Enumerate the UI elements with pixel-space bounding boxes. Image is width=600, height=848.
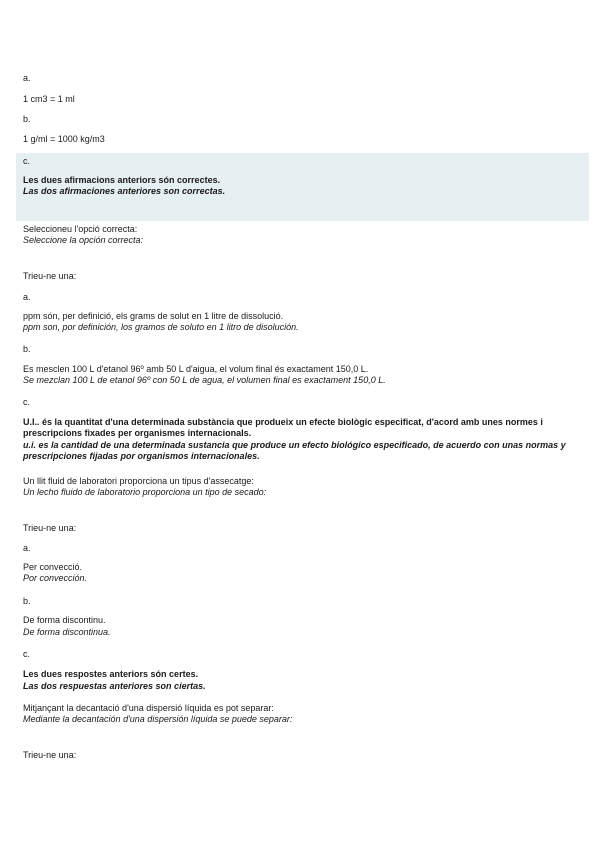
q3-option-a-ca[interactable]: Per convecció.: [23, 562, 83, 572]
q2-option-b-es[interactable]: Se mezclan 100 L de etanol 96º con 50 L de agua, el volumen final es exactament 150,0 L.: [23, 375, 386, 385]
q3-option-c-ca[interactable]: Les dues respostes anteriors són certes.: [23, 669, 199, 679]
q2-option-c-es[interactable]: u.i. es la cantidad de una determinada sustancia que produce un efecto biológico especificado, de acuerdo con unas normas y prescripciones fijadas por organismos internacionales.: [23, 440, 566, 461]
q3-option-b-letter: b.: [23, 596, 31, 606]
q2-option-b-ca[interactable]: Es mesclen 100 L d'etanol 96º amb 50 L d'aigua, el volum final és exactament 150,0 L.: [23, 364, 369, 374]
q2-option-c-ca[interactable]: U.I.. és la quantitat d'una determinada substància que produeix un efecte biològic especificat, d'acord amb unes normes i prescripcions fixades per organismes internacionals.: [23, 417, 543, 438]
q1-option-c-text-ca[interactable]: Les dues afirmacions anteriors són correctes.: [23, 175, 221, 185]
q3-option-a-es[interactable]: Por convección.: [23, 573, 88, 583]
q1-option-a-text[interactable]: 1 cm3 = 1 ml: [23, 94, 75, 104]
q2-option-a-ca[interactable]: ppm són, per definició, els grams de solut en 1 litre de dissolució.: [23, 311, 284, 321]
q2-option-b-letter: b.: [23, 344, 31, 354]
q2-option-c-letter: c.: [23, 397, 31, 407]
q1-option-c-text-es[interactable]: Las dos afirmaciones anteriores son correctas.: [23, 186, 226, 196]
q1-option-b-text[interactable]: 1 g/ml = 1000 kg/m3: [23, 134, 105, 144]
q3-prompt-ca: Un llit fluid de laboratori proporciona un tipus d'assecatge:: [23, 476, 254, 486]
q2-choose-label: Trieu-ne una:: [23, 271, 77, 281]
q3-option-b-ca[interactable]: De forma discontinu.: [23, 615, 106, 625]
q3-option-c-es[interactable]: Las dos respuestas anteriores son ciertas.: [23, 681, 206, 691]
q1-option-a-letter: a.: [23, 73, 31, 83]
q3-option-c-letter: c.: [23, 649, 31, 659]
q4-prompt-es: Mediante la decantación d'una dispersión líquida se puede separar:: [23, 714, 293, 724]
q2-prompt-es: Seleccione la opción correcta:: [23, 235, 144, 245]
q3-option-a-letter: a.: [23, 543, 31, 553]
q1-option-b-letter: b.: [23, 114, 31, 124]
q3-prompt-es: Un lecho fluido de laboratorio proporciona un tipo de secado:: [23, 487, 267, 497]
q2-option-a-letter: a.: [23, 292, 31, 302]
q1-option-c-letter: c.: [23, 156, 31, 166]
q2-option-a-es[interactable]: ppm son, por definición, los gramos de soluto en 1 litro de disolución.: [23, 322, 299, 332]
q3-choose-label: Trieu-ne una:: [23, 523, 77, 533]
q4-choose-label: Trieu-ne una:: [23, 750, 77, 760]
q3-option-b-es[interactable]: De forma discontinua.: [23, 627, 111, 637]
q4-prompt-ca: Mitjançant la decantació d'una dispersió líquida es pot separar:: [23, 703, 274, 713]
q2-prompt-ca: Seleccioneu l'opció correcta:: [23, 224, 138, 234]
